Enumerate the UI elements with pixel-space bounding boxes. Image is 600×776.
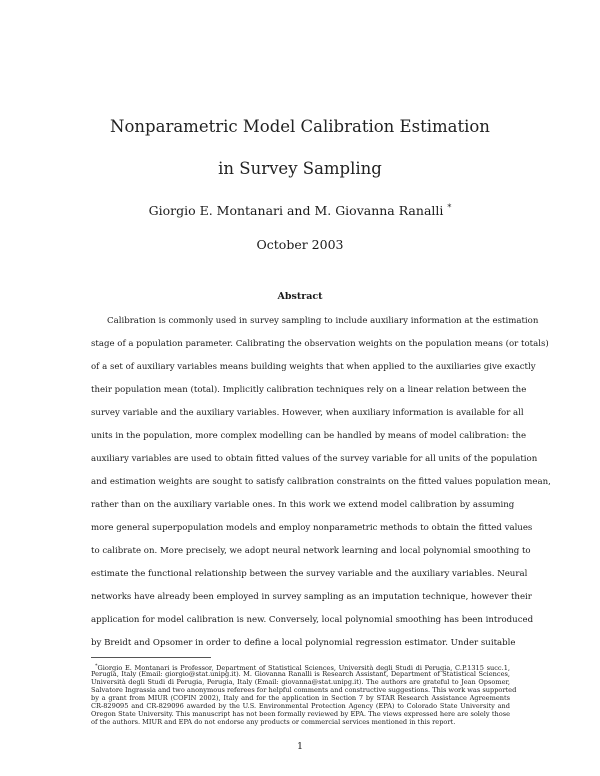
abstract-line: by Breidt and Opsomer in order to define a local polynomial regression estimator. Under suitable <box>91 638 516 648</box>
abstract-line: to calibrate on. More precisely, we adopt neural network learning and local polynomial smoothing to <box>91 546 531 556</box>
footnote-line: Università degli Studi di Perugia, Perugia, Italy (Email: giovanna@stat.unipg.it). The authors are grateful to Jean Opsomer, <box>91 678 510 686</box>
abstract-line: units in the population, more complex modelling can be handled by means of model calibration: the <box>91 431 527 441</box>
abstract-line: survey variable and the auxiliary variables. However, when auxiliary information is available for all <box>91 408 524 418</box>
footnote-mark: * <box>95 663 98 669</box>
paper-title-line-1: Nonparametric Model Calibration Estimation <box>110 117 490 136</box>
abstract-line: of a set of auxiliary variables means building weights that when applied to the auxiliaries give exactly <box>91 362 536 372</box>
abstract-line: Calibration is commonly used in survey sampling to include auxiliary information at the estimation <box>107 316 539 326</box>
author-footnote-mark: * <box>447 203 452 212</box>
abstract-line: networks have already been employed in survey sampling as an imputation technique, however their <box>91 592 532 602</box>
paper-date: October 2003 <box>256 237 344 252</box>
footnote-line: Oregon State University. This manuscript has not been formally reviewed by EPA. The views expressed here are solely those <box>91 710 510 718</box>
footnote-line: CR-829095 and CR-829096 awarded by the U.S. Environmental Protection Agency (EPA) to Colorado State University and <box>91 702 510 710</box>
footnote-line-text: Giorgio E. Montanari is Professor, Department of Statistical Sciences, Università degli Studi di Perugia, C.P.1315 succ.1, <box>97 664 510 673</box>
footnote-line <box>95 662 510 673</box>
page-number: 1 <box>296 741 304 752</box>
abstract-line: rather than on the auxiliary variable ones. In this work we extend model calibration by assuming <box>91 500 515 510</box>
abstract-line: and estimation weights are sought to satisfy calibration constraints on the fitted values population mean, <box>91 477 551 487</box>
abstract-line: auxiliary variables are used to obtain fitted values of the survey variable for all units of the population <box>91 454 538 464</box>
footnote-line: of the authors. MIUR and EPA do not endorse any products or commercial services mentioned in this report. <box>91 718 456 726</box>
abstract-line: stage of a population parameter. Calibrating the observation weights on the population means (or totals) <box>91 339 549 349</box>
abstract-line: estimate the functional relationship between the survey variable and the auxiliary variables. Neural <box>91 569 528 579</box>
footnote-line: Perugia, Italy (Email: giorgio@stat.unipg.it). M. Giovanna Ranalli is Research Assistant, Department of Statistical Sciences, <box>91 670 510 678</box>
paper-title-line-2: in Survey Sampling <box>218 159 382 178</box>
abstract-line: their population mean (total). Implicitly calibration techniques rely on a linear relation between the <box>91 385 527 395</box>
author-names: Giorgio E. Montanari and M. Giovanna Ranalli <box>148 203 444 219</box>
footnote-line: Salvatore Ingrassia and two anonymous referees for helpful comments and constructive suggestions. This work was supported <box>91 686 517 694</box>
abstract-line: application for model calibration is new. Conversely, local polynomial smoothing has been introduced <box>91 615 534 625</box>
abstract-line: more general superpopulation models and employ nonparametric methods to obtain the fitted values <box>91 523 533 533</box>
authors <box>0 203 600 218</box>
abstract-heading: Abstract <box>277 291 323 302</box>
footnote-rule <box>91 657 211 658</box>
footnote-line: by a grant from MIUR (COFIN 2002), Italy and for the application in Section 7 by STAR Research Assistance Agreements <box>91 694 510 702</box>
